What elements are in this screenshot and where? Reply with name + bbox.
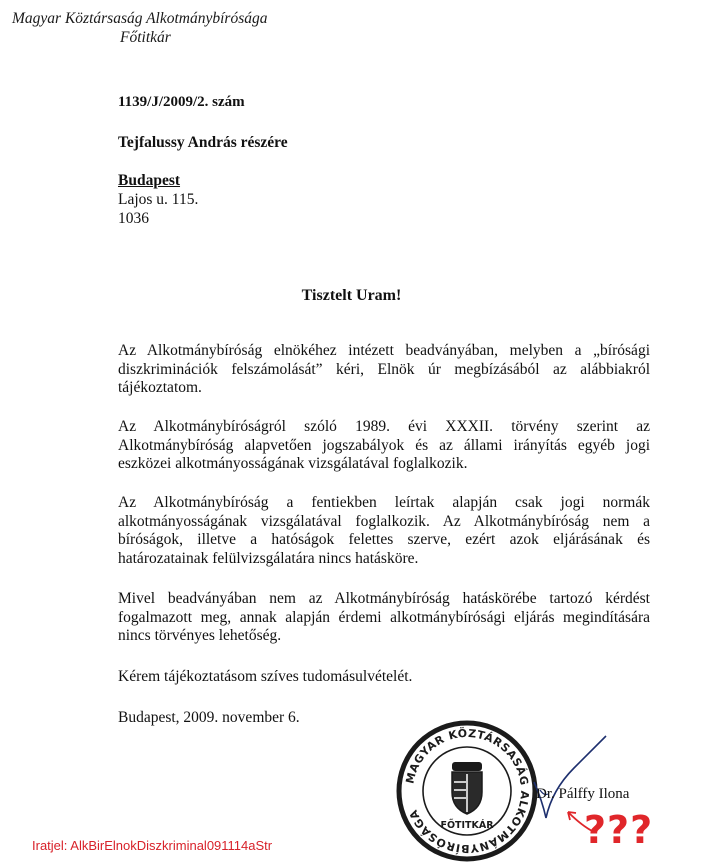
recipient-street: Lajos u. 115. (118, 191, 199, 208)
stamp-ring-text: MAGYAR KÖZTÁRSASÁG ALKOTMÁNYBÍRÓSÁGA (403, 726, 532, 856)
letterhead-institution: Magyar Köztársaság Alkotmánybírósága (12, 10, 268, 27)
recipient-name: Tejfalussy András részére (118, 134, 288, 151)
stamp-center-text: FŐTITKÁR (440, 820, 494, 831)
place-date: Budapest, 2009. november 6. (118, 709, 300, 726)
official-stamp (392, 720, 542, 862)
paragraph-3: Az Alkotmánybíróság a fentiekben leírtak alapján csak jogi normák alkotmányosságának vizsgálatával foglalkozik. Az Alkotmánybíróság nem a bíróságok, illetve a hatóságok felettes szerve, ezért azok eljárásának és határozatainak felülvizsgálatára nincs hatásköre. (118, 494, 650, 567)
greeting: Tisztelt Uram! (301, 287, 402, 304)
paragraph-1: Az Alkotmánybíróság elnökéhez intézett beadványában, melyben a „bírósági diszkriminációk felszámolását” kéri, Elnök úr megbízásából az alábbiakról tájékoztatom. (118, 342, 650, 397)
paragraph-4: Mivel beadványában nem az Alkotmánybíróság hatáskörébe tartozó kérdést fogalmazott meg, annak alapján érdemi alkotmánybírósági eljárás megindítására nincs törvényes lehetőség. (118, 590, 650, 645)
closing-line: Kérem tájékoztatásom szíves tudomásulvételét. (118, 668, 413, 685)
recipient-city: Budapest (118, 172, 181, 189)
question-marks: ??? (584, 808, 654, 852)
signature-name: Dr. Pálffy Ilona (536, 786, 630, 802)
coat-of-arms-icon (452, 762, 482, 814)
letterhead-office: Főtitkár (120, 29, 171, 46)
iratjel-label: Iratjel: AlkBirElnokDiszkriminal091114aStr (32, 838, 273, 853)
paragraph-2: Az Alkotmánybíróságról szóló 1989. évi XXXII. törvény szerint az Alkotmánybíróság alapvetően jogszabályok és az állami irányítás egyéb jogi eszközei alkotmányosságának vizsgálatával foglalkozik. (118, 418, 650, 473)
recipient-postcode: 1036 (118, 210, 149, 227)
reference-number: 1139/J/2009/2. szám (118, 94, 245, 110)
